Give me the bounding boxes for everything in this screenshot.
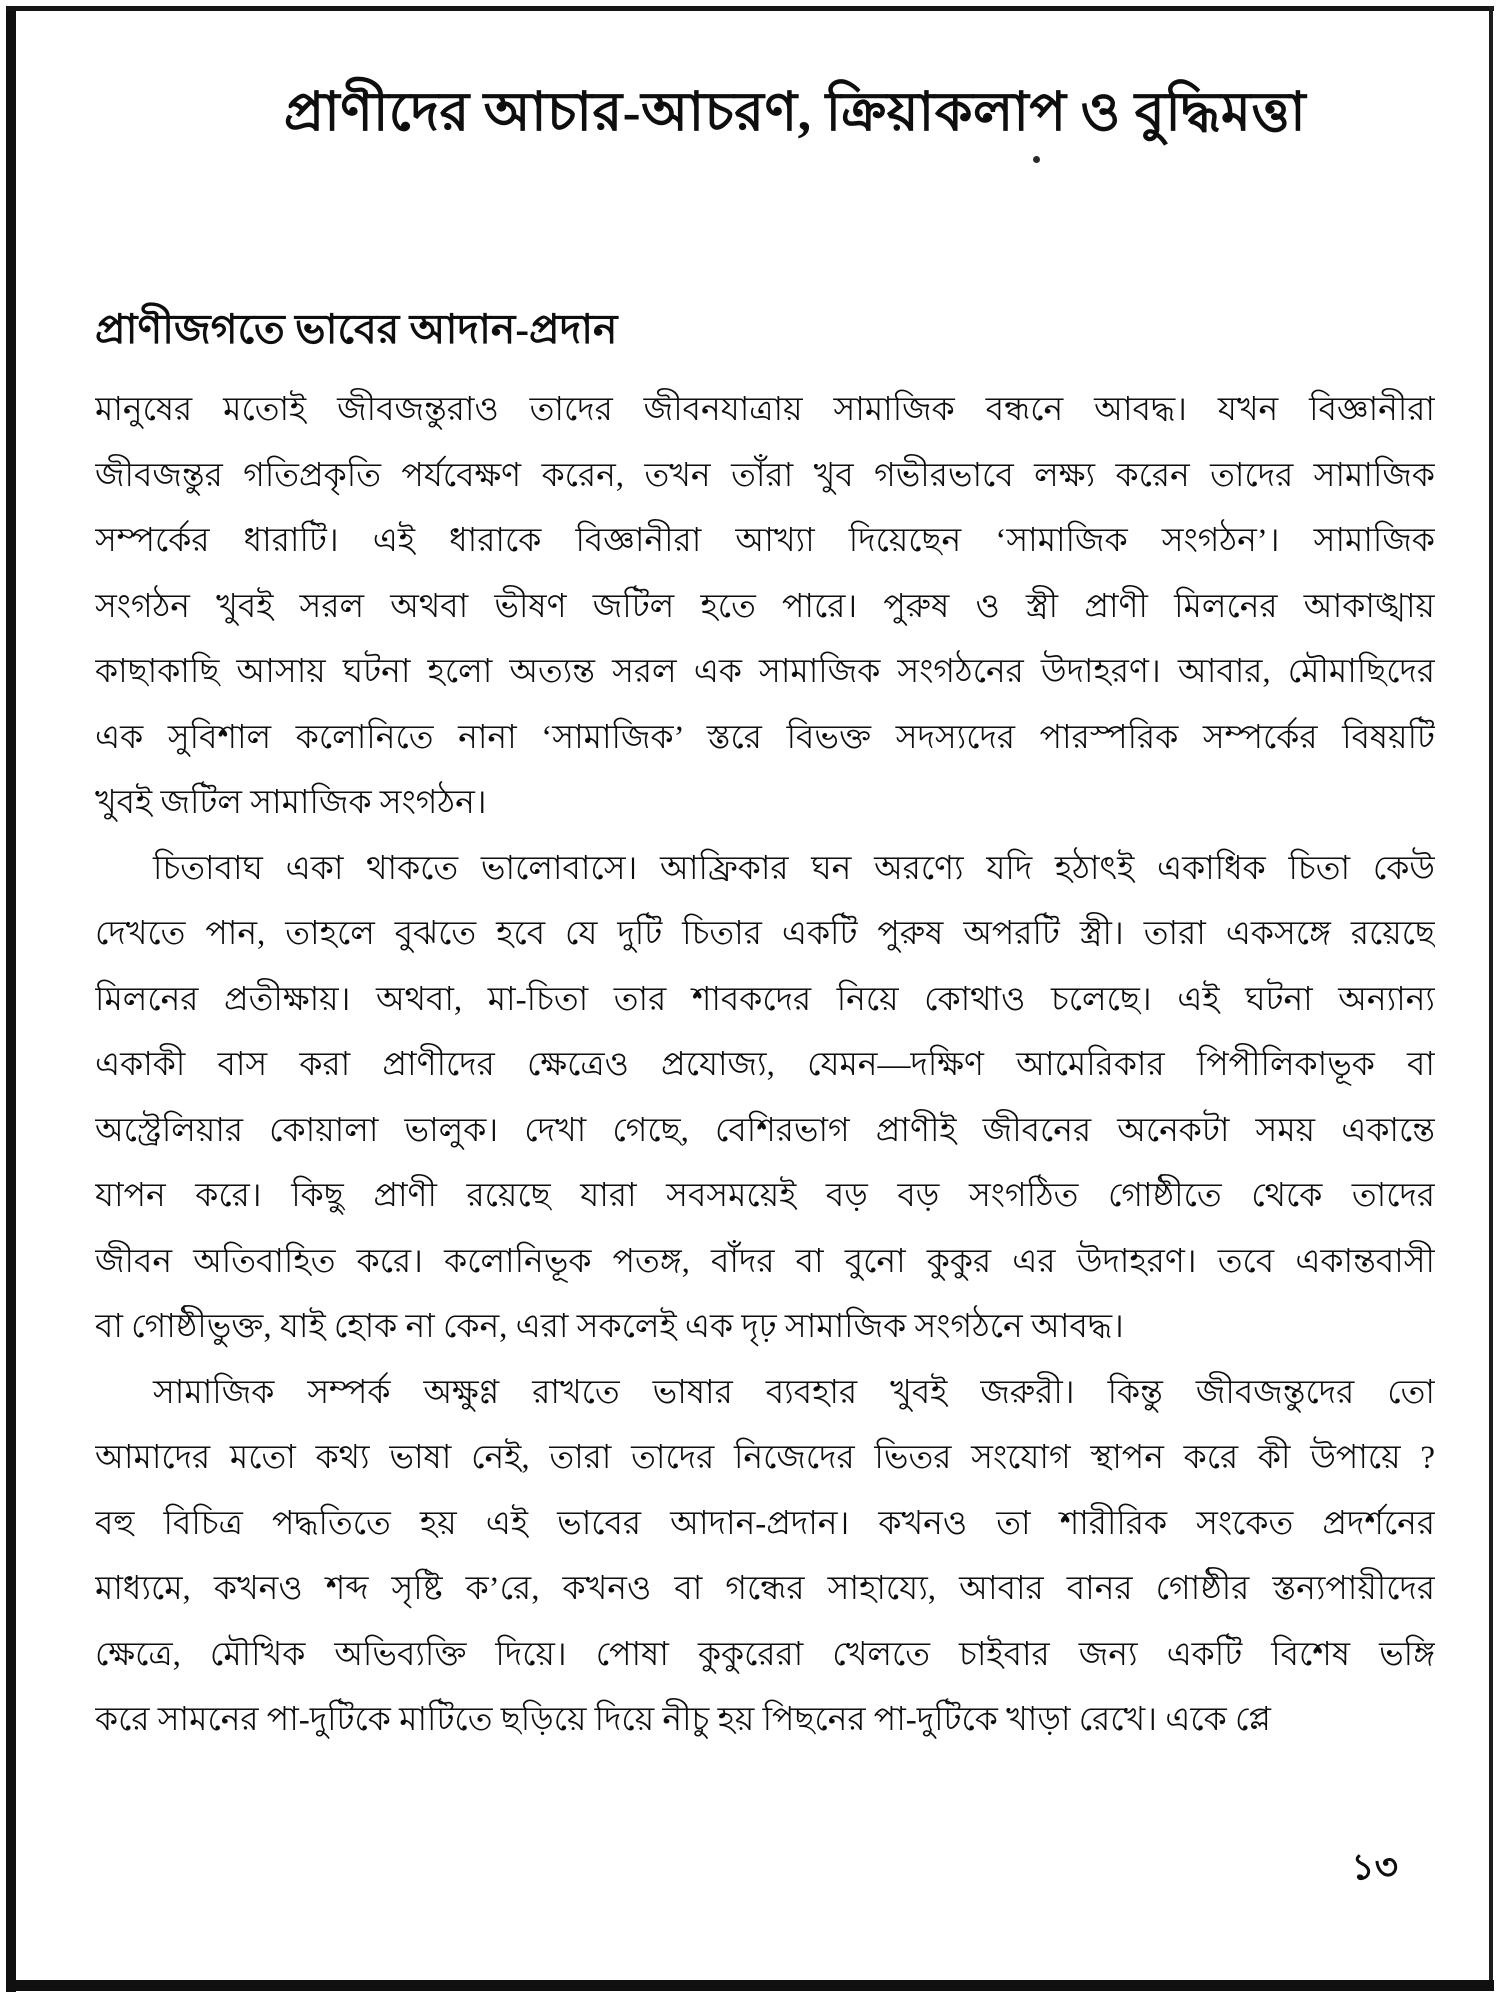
text-line: এক সুবিশাল কলোনিতে নানা ‘সামাজিক’ স্তরে বিভক্ত সদস্যদের পারস্পরিক সম্পর্কের বিষয়টি xyxy=(95,719,1435,756)
paragraph-2 xyxy=(95,837,1435,1361)
text-line: জীবন অতিবাহিত করে। কলোনিভূক পতঙ্গ, বাঁদর বা বুনো কুকুর এর উদাহরণ। তবে একান্তবাসী xyxy=(95,1243,1435,1280)
text-line: দেখতে পান, তাহলে বুঝতে হবে যে দুটি চিতার একটি পুরুষ অপরটি স্ত্রী। তারা একসঙ্গে রয়েছে xyxy=(95,916,1435,952)
paragraph-3 xyxy=(95,1361,1435,1754)
body-text xyxy=(95,378,1435,1754)
text-line: ক্ষেত্রে, মৌখিক অভিব্যক্তি দিয়ে। পোষা কুকুরেরা খেলতে চাইবার জন্য একটি বিশেষ ভঙ্গি xyxy=(95,1636,1435,1673)
text-line: চিতাবাঘ একা থাকতে ভালোবাসে। আফ্রিকার ঘন অরণ্যে যদি হঠাৎই একাধিক চিতা কেউ xyxy=(153,850,1435,887)
text-line: সংগঠন খুবই সরল অথবা ভীষণ জটিল হতে পারে। পুরুষ ও স্ত্রী প্রাণী মিলনের আকাঙ্খায় xyxy=(95,588,1435,625)
page-border-bottom xyxy=(6,1980,1494,1991)
text-line: জীবজন্তুর গতিপ্রকৃতি পর্যবেক্ষণ করেন, তখন তাঁরা খুব গভীরভাবে লক্ষ্য করেন তাদের সামাজিক xyxy=(95,457,1435,494)
text-line: একাকী বাস করা প্রাণীদের ক্ষেত্রেও প্রযোজ্য, যেমন—দক্ষিণ আমেরিকার পিপীলিকাভূক বা xyxy=(95,1047,1435,1083)
text-line: যাপন করে। কিছু প্রাণী রয়েছে যারা সবসময়েই বড় বড় সংগঠিত গোষ্ঠীতে থেকে তাদের xyxy=(95,1178,1435,1214)
text-line: কাছাকাছি আসায় ঘটনা হলো অত্যন্ত সরল এক সামাজিক সংগঠনের উদাহরণ। আবার, মৌমাছিদের xyxy=(95,654,1435,690)
text-line: অস্ট্রেলিয়ার কোয়ালা ভালুক। দেখা গেছে, বেশিরভাগ প্রাণীই জীবনের অনেকটা সময় একান্তে xyxy=(95,1112,1435,1149)
page-number: ১৩ xyxy=(1351,1847,1398,1887)
text-line: বহু বিচিত্র পদ্ধতিতে হয় এই ভাবের আদান-প্রদান। কখনও তা শারীরিক সংকেত প্রদর্শনের xyxy=(95,1505,1435,1542)
text-line: সম্পর্কের ধারাটি। এই ধারাকে বিজ্ঞানীরা আখ্যা দিয়েছেন ‘সামাজিক সংগঠন’। সামাজিক xyxy=(95,523,1435,559)
text-line: সামাজিক সম্পর্ক অক্ষুণ্ণ রাখতে ভাষার ব্যবহার খুবই জরুরী। কিন্তু জীবজন্তুদের তো xyxy=(153,1374,1435,1411)
text-line: খুবই জটিল সামাজিক সংগঠন। xyxy=(95,785,487,821)
text-line: মিলনের প্রতীক্ষায়। অথবা, মা-চিতা তার শাবকদের নিয়ে কোথাও চলেছে। এই ঘটনা অন্যান্য xyxy=(95,981,1435,1018)
page-content xyxy=(0,72,1500,1754)
paragraph-1 xyxy=(95,378,1435,837)
text-line: বা গোষ্ঠীভুক্ত, যাই হোক না কেন, এরা সকলেই এক দৃঢ় সামাজিক সংগঠনে আবদ্ধ। xyxy=(95,1309,1124,1345)
chapter-title: প্রাণীদের আচার-আচরণ, ক্রিয়াকলাপ ও বুদ্ধিমত্তা xyxy=(283,82,1307,142)
section-heading: প্রাণীজগতে ভাবের আদান-প্রদান xyxy=(95,306,618,352)
text-line: মাধ্যমে, কখনও শব্দ সৃষ্টি ক’রে, কখনও বা গন্ধের সাহায্যে, আবার বানর গোষ্ঠীর স্তন্যপায়ীদের xyxy=(95,1571,1435,1607)
text-line: মানুষের মতোই জীবজন্তুরাও তাদের জীবনযাত্রায় সামাজিক বন্ধনে আবদ্ধ। যখন বিজ্ঞানীরা xyxy=(95,392,1435,428)
text-line: করে সামনের পা-দুটিকে মাটিতে ছড়িয়ে দিয়ে নীচু হয় পিছনের পা-দুটিকে খাড়া রেখে। একে প্লে xyxy=(95,1702,1271,1738)
text-line: আমাদের মতো কথ্য ভাষা নেই, তারা তাদের নিজেদের ভিতর সংযোগ স্থাপন করে কী উপায়ে ? xyxy=(95,1440,1435,1476)
page-border-top xyxy=(6,6,1494,11)
